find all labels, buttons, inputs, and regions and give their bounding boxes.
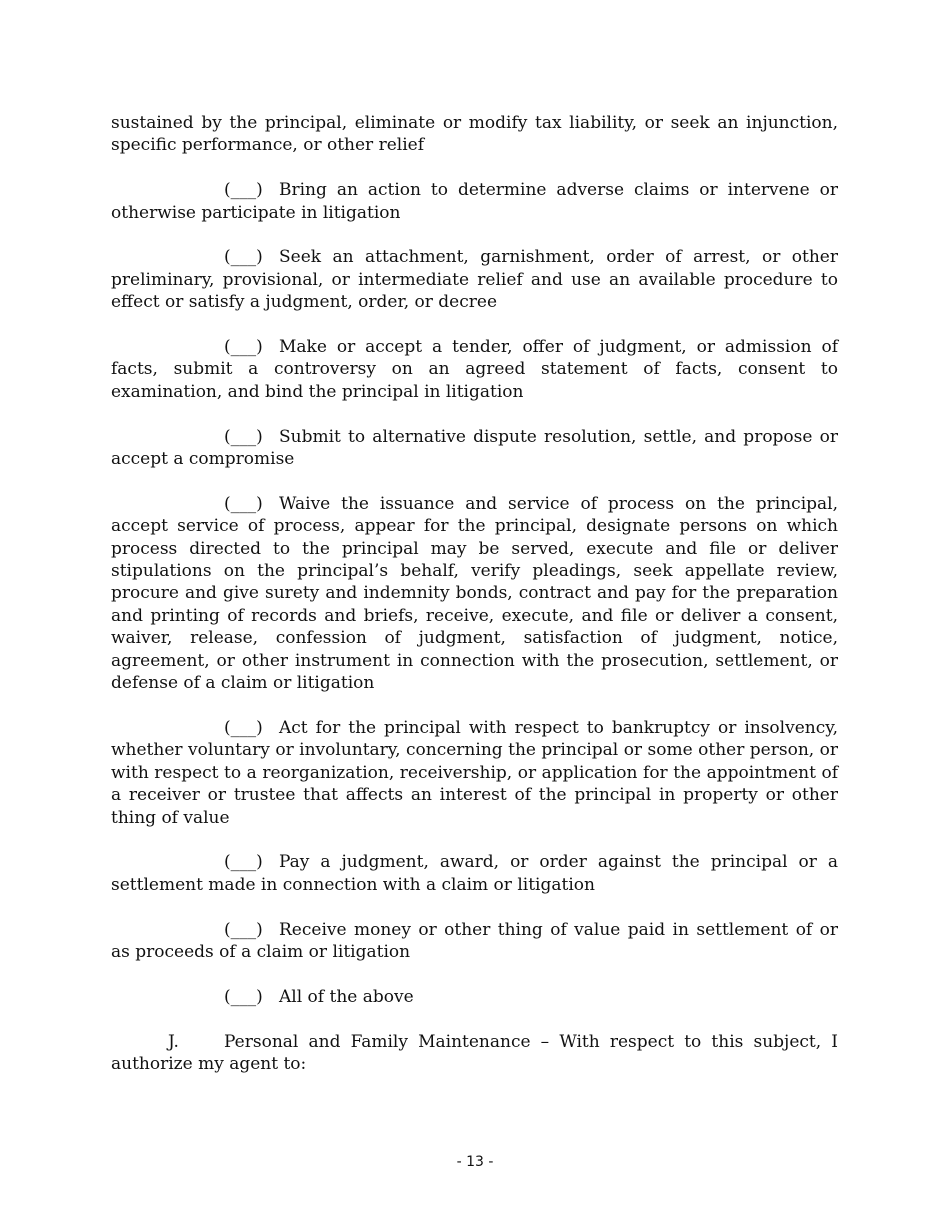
blank-checkbox[interactable]: (___) — [224, 426, 263, 447]
section-letter: J. — [168, 1031, 179, 1052]
document-body — [111, 112, 838, 1075]
checklist-item-7 — [111, 851, 838, 896]
checklist-item-text: All of the above — [279, 986, 414, 1007]
checklist-item-text: Pay a judgment, award, or order against the principal or a settlement made in connection with a claim or litigation — [111, 852, 838, 895]
checklist-item-9 — [111, 986, 838, 1008]
checklist-item-1 — [111, 179, 838, 224]
blank-checkbox[interactable]: (___) — [224, 717, 263, 738]
blank-checkbox[interactable]: (___) — [224, 986, 263, 1007]
checklist-item-2 — [111, 246, 838, 313]
blank-checkbox[interactable]: (___) — [224, 919, 263, 940]
checklist-item-5 — [111, 493, 838, 695]
page-number: - 13 - — [456, 1154, 494, 1170]
checklist-item-text: Make or accept a tender, offer of judgment, or admission of facts, submit a controversy on an agreed statement of facts, consent to examination, and bind the principal in litigation — [111, 337, 838, 402]
checklist-item-8 — [111, 919, 838, 964]
checklist-item-text: Act for the principal with respect to bankruptcy or insolvency, whether voluntary or involuntary, concerning the principal or some other person, or with respect to a reorganization, receivership, or application for the appointment of a receiver or trustee that affects an interest of the principal in property or other thing of value — [111, 717, 838, 828]
checklist-item-text: Waive the issuance and service of process on the principal, accept service of process, appear for the principal, designate persons on which process directed to the principal may be served, execute and file or deliver stipulations on the principal’s behalf, verify pleadings, seek appellate review, procure and give surety and indemnity bonds, contract and pay for the preparation and printing of records and briefs, receive, execute, and file or deliver a consent, waiver, release, confession of judgment, satisfaction of judgment, notice, agreement, or other instrument in connection with the prosecution, settlement, or defense of a claim or litigation — [111, 493, 838, 694]
continuation-paragraph: sustained by the principal, eliminate or modify tax liability, or seek an injunction, specific performance, or other relief — [111, 113, 838, 156]
checklist-item-text: Seek an attachment, garnishment, order of arrest, or other preliminary, provisional, or intermediate relief and use an available procedure to effect or satisfy a judgment, order, or decree — [111, 247, 838, 313]
blank-checkbox[interactable]: (___) — [224, 247, 263, 268]
blank-checkbox[interactable]: (___) — [224, 852, 263, 873]
checklist-item-4 — [111, 426, 838, 471]
blank-checkbox[interactable]: (___) — [224, 180, 263, 201]
checklist-item-6 — [111, 717, 838, 829]
section-text: Personal and Family Maintenance – With respect to this subject, I authorize my agent to: — [111, 1031, 838, 1074]
section-heading-paragraph — [111, 1031, 838, 1076]
blank-checkbox[interactable]: (___) — [224, 493, 263, 514]
checklist-item-text: Receive money or other thing of value paid in settlement of or as proceeds of a claim or litigation — [111, 919, 838, 962]
checklist-item-text: Bring an action to determine adverse claims or intervene or otherwise participate in litigation — [111, 180, 838, 223]
checklist-item-text: Submit to alternative dispute resolution, settle, and propose or accept a compromise — [111, 426, 838, 470]
checklist-item-3 — [111, 336, 838, 403]
blank-checkbox[interactable]: (___) — [224, 337, 263, 358]
